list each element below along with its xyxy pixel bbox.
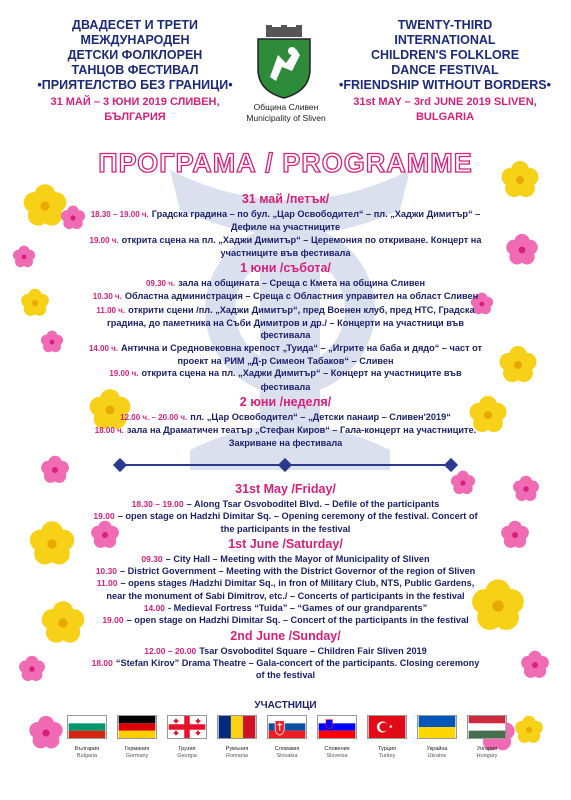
flower-decoration-icon: [498, 345, 538, 385]
entry-text: открита сцена на пл. „Хаджи Димитър“ – Церемония по откриване. Концерт на участниците във фестивала: [121, 234, 482, 258]
entry-time: 18.00 ч.: [94, 426, 124, 436]
germany-flag-icon: [117, 715, 157, 739]
entry-text: Градска градина – по бул. „Цар Освободител“ – пл. „Хаджи Димитър“ – Дефиле на участниците: [151, 209, 481, 233]
country-name-bg: Грузия: [178, 746, 196, 752]
entry-time: 18.00: [91, 657, 113, 668]
participant-slovenia: [317, 715, 357, 760]
entry-text: открити сцени /пл. „Хаджи Димитър“, пред Военен клуб, пред НТС, Градска градина, до паметника на Съби Димитров и др./ – Концерти на участници във фестивала: [106, 304, 475, 341]
day-heading: 1 юни /събота/: [240, 261, 331, 276]
participant-georgia: [167, 715, 207, 760]
header-date: 31st MAY – 3rd JUNE 2019 SLIVEN, BULGARIA: [353, 96, 537, 123]
header-line: DANCE FESTIVAL: [391, 63, 499, 77]
entry-text: “Stefan Kirov” Drama Theatre – Gala-concert of the participants. Closing ceremony of the festival: [115, 657, 480, 681]
flower-decoration-icon: [500, 520, 530, 550]
program-entry: [88, 367, 483, 393]
country-name-bg: Украйна: [426, 746, 448, 752]
header-bulgarian: [30, 18, 240, 125]
entry-time: 11.00: [96, 578, 118, 589]
country-name-en: Slovenia: [326, 753, 348, 759]
day-heading: 1st June /Saturday/: [228, 536, 343, 551]
program-entry: [88, 208, 483, 234]
program-entry: [88, 645, 483, 657]
flower-decoration-icon: [60, 205, 86, 231]
entry-text: пл. „Цар Освободител“ – „Детски панаир – Сливен'2019“: [190, 411, 451, 422]
sliven-crest-icon: [252, 25, 316, 99]
program-entry: [88, 510, 483, 535]
entry-time: 09.30: [141, 553, 163, 564]
program-entry: [88, 614, 483, 626]
country-name-en: Georgia: [177, 753, 197, 759]
header-line: ДВАДЕСЕТ И ТРЕТИ: [72, 18, 198, 32]
program-entry: [88, 424, 483, 450]
entry-text: – opens stages /Hadzhi Dimitar Sq., in fron of Military Club, NTS, Public Gardens, near the monument of Sabi Dimitrov, etc./ – Concerts of participants in the festival: [106, 578, 475, 601]
flower-decoration-icon: [40, 330, 64, 354]
country-name-en: Germany: [125, 753, 149, 759]
entry-time: 14.00 ч.: [88, 343, 119, 353]
program-entry: [88, 290, 483, 303]
header-line: TWENTY-THIRD: [397, 18, 493, 32]
participants-flags: [67, 715, 507, 760]
participant-turkey: [367, 715, 407, 760]
entry-time: 19.00: [102, 615, 124, 626]
program-entry: [88, 577, 483, 602]
program-bulgarian: [88, 190, 483, 450]
entry-time: 19.00 ч.: [89, 235, 119, 245]
country-name-bg: Словения: [324, 746, 350, 752]
turkey-flag-icon: [367, 715, 407, 739]
flower-decoration-icon: [520, 650, 550, 680]
flower-decoration-icon: [40, 455, 70, 485]
entry-text: – District Government – Meeting with the District Governor of the region of Sliven: [119, 566, 476, 577]
program-entry: [88, 234, 483, 260]
country-name-en: Hungary: [476, 753, 498, 759]
entry-time: 10.30: [95, 566, 117, 577]
entry-time: 10.30 ч.: [92, 292, 122, 302]
program-entry: [88, 565, 483, 577]
entry-text: – open stage on Hadzhi Dimitar Sq. – Opening ceremony of the festival. Concert of the participants in the festival: [117, 511, 478, 534]
entry-text: Антична и Средновековна крепост „Туида“ – „Игрите на баба и дядо“ – част от проект на РИМ „Д-р Симеон Табаков“ – Сливен: [121, 342, 483, 366]
entry-time: 11.00 ч.: [96, 305, 126, 315]
slovenia-flag-icon: [317, 715, 357, 739]
page-title: ПРОГРАМА / PROGRAMME: [98, 148, 473, 178]
day-heading: 31 май /петък/: [241, 192, 330, 206]
flower-decoration-icon: [505, 233, 539, 267]
country-name-bg: Унгария: [476, 746, 498, 752]
day-heading: 2nd June /Sunday/: [230, 628, 341, 643]
participant-slovakia: [267, 715, 307, 760]
header-english: [335, 18, 555, 125]
divider-diamond-left: [113, 458, 127, 472]
flower-decoration-icon: [40, 600, 86, 646]
entry-text: открита сцена на пл. „Хаджи Димитър“ – Концерт на участниците във фестивала: [141, 368, 462, 392]
header-line: INTERNATIONAL: [394, 33, 496, 47]
hungary-flag-icon: [467, 715, 507, 739]
entry-text: – Along Tsar Osvoboditel Blvd. – Defile of the participants: [186, 499, 440, 509]
georgia-flag-icon: [167, 715, 207, 739]
entry-time: 09.30 ч.: [145, 279, 176, 289]
flower-decoration-icon: [18, 655, 46, 683]
country-name-bg: Германия: [124, 746, 150, 752]
header-line: CHILDREN'S FOLKLORE: [370, 48, 520, 62]
country-name-bg: България: [74, 746, 100, 752]
entry-time: 12.00 ч. – 20.00 ч.: [120, 412, 188, 422]
flower-decoration-icon: [512, 475, 540, 503]
country-name-bg: Румъния: [225, 746, 249, 752]
country-name-en: Bulgaria: [76, 753, 98, 759]
flower-decoration-icon: [12, 245, 36, 269]
participant-hungary: [467, 715, 507, 760]
entry-text: - Medieval Fortress “Tuida” – “Games of our grandparents”: [168, 603, 428, 614]
program-entry: [88, 277, 483, 290]
entry-time: 18.30 – 19.00: [131, 499, 184, 509]
header-line: ДЕТСКИ ФОЛКЛОРЕН: [67, 48, 203, 62]
header-line: ТАНЦОВ ФЕСТИВАЛ: [71, 63, 199, 77]
day-heading: 2 юни /неделя/: [239, 394, 332, 409]
entry-text: зала на общината – Среща с Кмета на община Сливен: [178, 278, 426, 289]
program-english: [88, 480, 483, 682]
entry-time: 14.00: [143, 603, 166, 614]
entry-text: Областна администрация – Среща с Областния управител на област Сливен: [124, 291, 479, 302]
header-line: •ПРИЯТЕЛСТВО БЕЗ ГРАНИЦИ•: [37, 78, 233, 92]
program-entry: [88, 602, 483, 614]
ukraine-flag-icon: [417, 715, 457, 739]
entry-time: 18.30 – 19.00 ч.: [90, 210, 149, 219]
flower-decoration-icon: [28, 715, 64, 751]
flower-decoration-icon: [20, 288, 50, 318]
flower-decoration-icon: [514, 715, 544, 745]
country-name-bg: Турция: [378, 746, 396, 752]
country-name-en: Slovakia: [276, 753, 298, 759]
program-entry: [88, 498, 483, 510]
program-entry: [88, 342, 483, 368]
country-name-en: Ukraine: [427, 753, 447, 759]
program-entry: [88, 553, 483, 565]
participant-romania: [217, 715, 257, 760]
participant-bulgaria: [67, 715, 107, 760]
header-date: 31 МАЙ – 3 ЮНИ 2019 СЛИВЕН, БЪЛГАРИЯ: [50, 96, 220, 123]
flower-decoration-icon: [28, 520, 76, 568]
header-line: МЕЖДУНАРОДЕН: [80, 33, 190, 47]
romania-flag-icon: [217, 715, 257, 739]
program-entry: [88, 657, 483, 682]
participants-title: УЧАСТНИЦИ: [254, 700, 317, 711]
entry-time: 12.00 – 20.00: [144, 645, 197, 656]
crest-caption-bg: Община Сливен: [253, 102, 319, 112]
entry-time: 19.00: [93, 511, 115, 522]
day-heading: 31st May /Friday/: [235, 482, 336, 496]
slovakia-flag-icon: [267, 715, 307, 739]
country-name-bg: Словакия: [274, 746, 300, 752]
entry-text: зала на Драматичен театър „Стефан Киров“ – Гала-концерт на участниците. Закриване на фестивала: [126, 425, 477, 449]
participant-germany: [117, 715, 157, 760]
crest-caption: [238, 102, 334, 124]
entry-time: 19.00 ч.: [109, 369, 139, 379]
entry-text: – City Hall – Meeting with the Mayor of Municipality of Sliven: [165, 553, 430, 564]
entry-text: – open stage on Hadzhi Dimitar Sq. – Concert of the participants in the festival: [126, 615, 469, 626]
participant-ukraine: [417, 715, 457, 760]
crest-caption-en: Municipality of Sliven: [246, 113, 326, 123]
bulgaria-flag-icon: [67, 715, 107, 739]
entry-text: Tsar Osvoboditel Square – Children Fair Sliven 2019: [199, 645, 427, 656]
program-entry: [88, 411, 483, 424]
country-name-en: Turkey: [378, 753, 396, 759]
country-name-en: Romania: [225, 753, 248, 759]
program-entry: [88, 304, 483, 342]
header-line: •FRIENDSHIP WITHOUT BORDERS•: [339, 78, 551, 92]
